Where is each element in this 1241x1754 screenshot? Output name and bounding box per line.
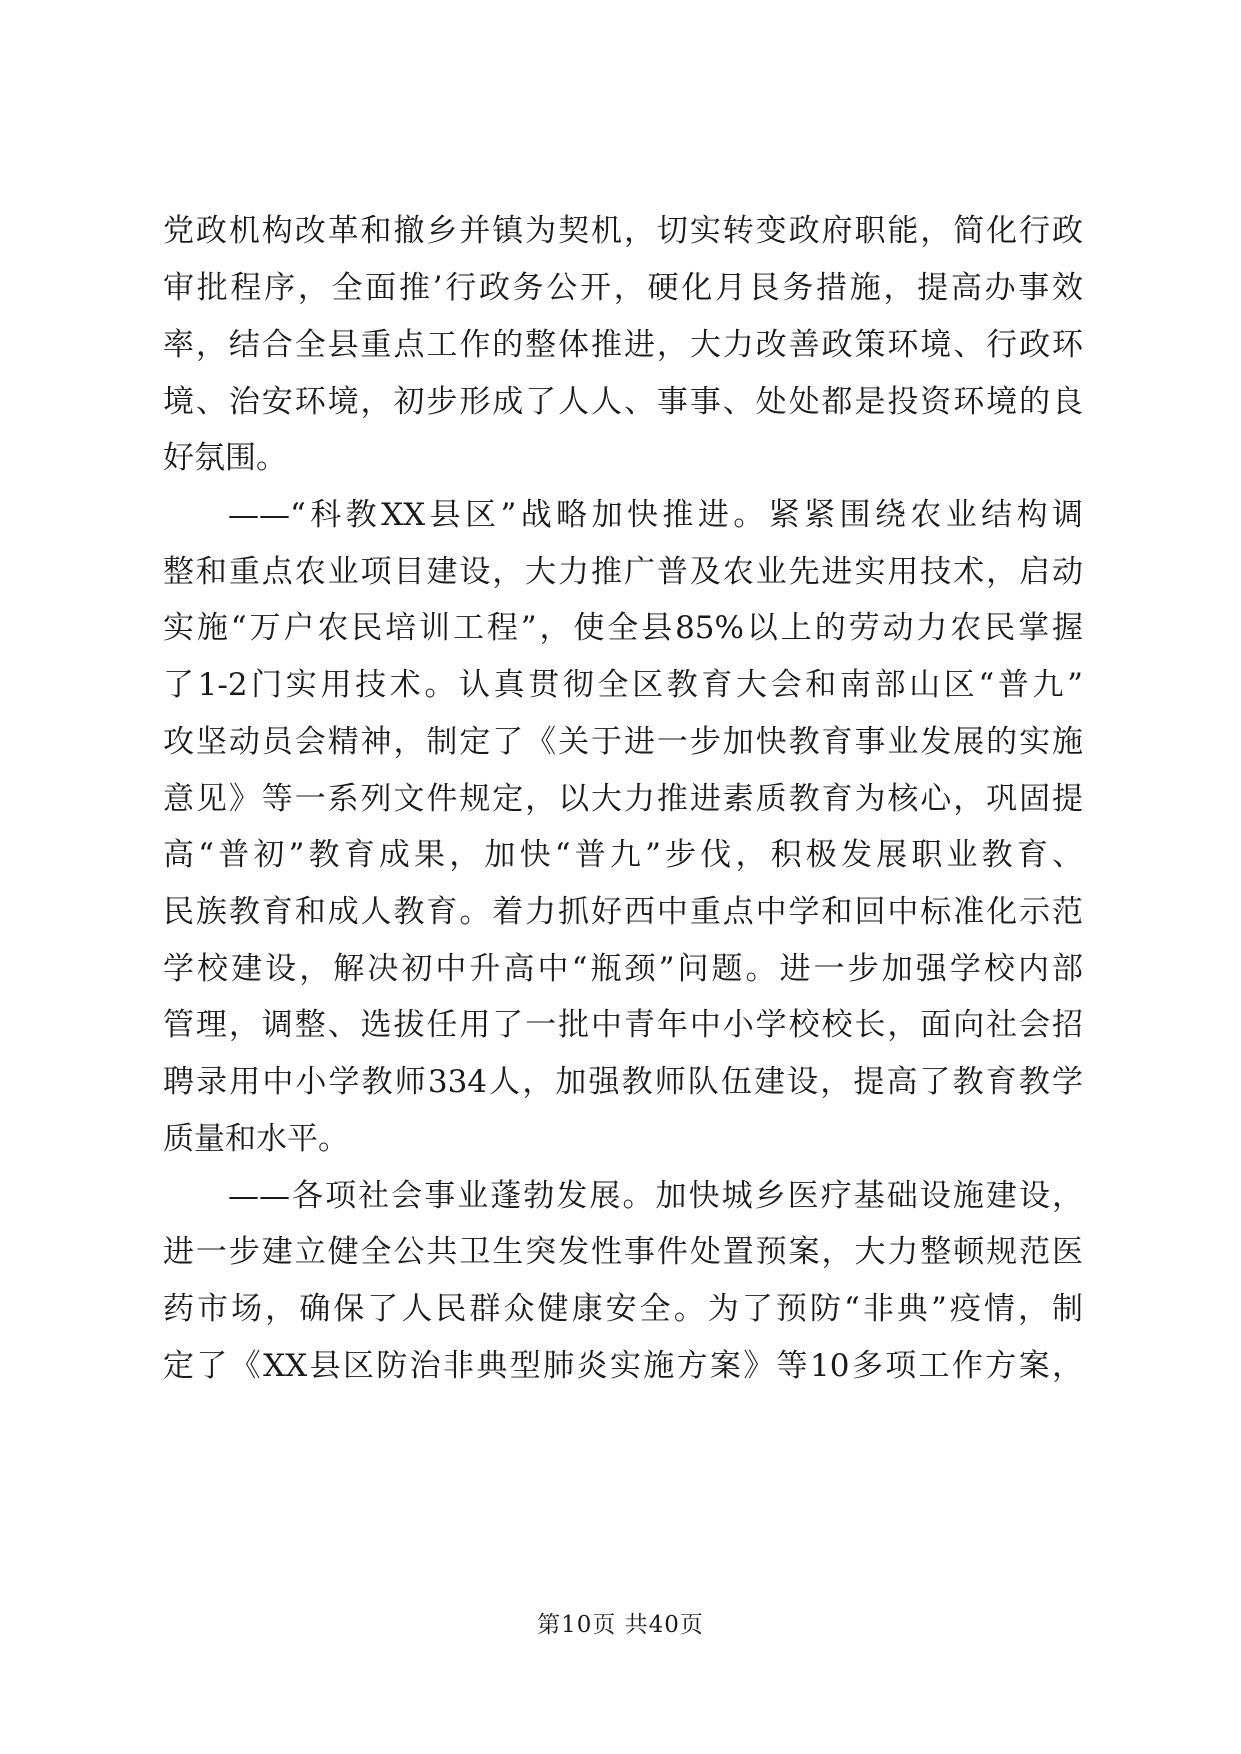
body-text-line: 率，结合全县重点工作的整体推进，大力改善政策环境、行政环 — [163, 327, 1083, 363]
body-text-line: 学校建设，解决初中升高中“瓶颈”问题。进一步加强学校内部 — [163, 951, 1083, 987]
body-text-line: 审批程序，全面推’行政务公开，硬化月艮务措施，提高办事效 — [163, 270, 1083, 306]
body-text-line: 民族教育和成人教育。着力抓好西中重点中学和回中标准化示范 — [163, 894, 1083, 930]
paragraph-heading-line: ——各项社会事业蓬勃发展。加快城乡医疗基础设施建设， — [228, 1178, 1083, 1214]
body-text-line: 质量和水平。 — [163, 1121, 349, 1157]
body-text-line: 药市场，确保了人民群众健康安全。为了预防“非典”疫情，制 — [163, 1291, 1083, 1327]
body-text-line: 境、治安环境，初步形成了人人、事事、处处都是投资环境的良 — [163, 384, 1083, 420]
body-text-line: 进一步建立健全公共卫生突发性事件处置预案，大力整顿规范医 — [163, 1234, 1083, 1270]
body-text-line: 高“普初”教育成果，加快“普九”步伐，积极发展职业教育、 — [163, 837, 1083, 873]
paragraph-heading-line: ——“科教XX县区”战略加快推进。紧紧围绕农业结构调 — [228, 497, 1083, 533]
body-text-line: 好氛围。 — [163, 440, 287, 476]
body-text-line: 实施“万户农民培训工程”，使全县85%以上的劳动力农民掌握 — [163, 610, 1083, 646]
body-text-line: 了1-2门实用技术。认真贯彻全区教育大会和南部山区“普九” — [163, 667, 1083, 703]
body-text-line: 党政机构改革和撤乡并镇为契机，切实转变政府职能，简化行政 — [163, 213, 1083, 249]
body-text-line: 意见》等一系列文件规定，以大力推进素质教育为核心，巩固提 — [163, 781, 1083, 817]
page-number-footer: 第10页 共40页 — [537, 1612, 704, 1638]
body-text-line: 整和重点农业项目建设，大力推广普及农业先进实用技术，启动 — [163, 554, 1083, 590]
body-text-line: 定了《XX县区防治非典型肺炎实施方案》等10多项工作方案， — [163, 1348, 1083, 1384]
body-text-line: 攻坚动员会精神，制定了《关于进一步加快教育事业发展的实施 — [163, 724, 1083, 760]
body-text-line: 管理，调整、选拔任用了一批中青年中小学校校长，面向社会招 — [163, 1007, 1083, 1043]
body-text-line: 聘录用中小学教师334人，加强教师队伍建设，提高了教育教学 — [163, 1064, 1083, 1100]
